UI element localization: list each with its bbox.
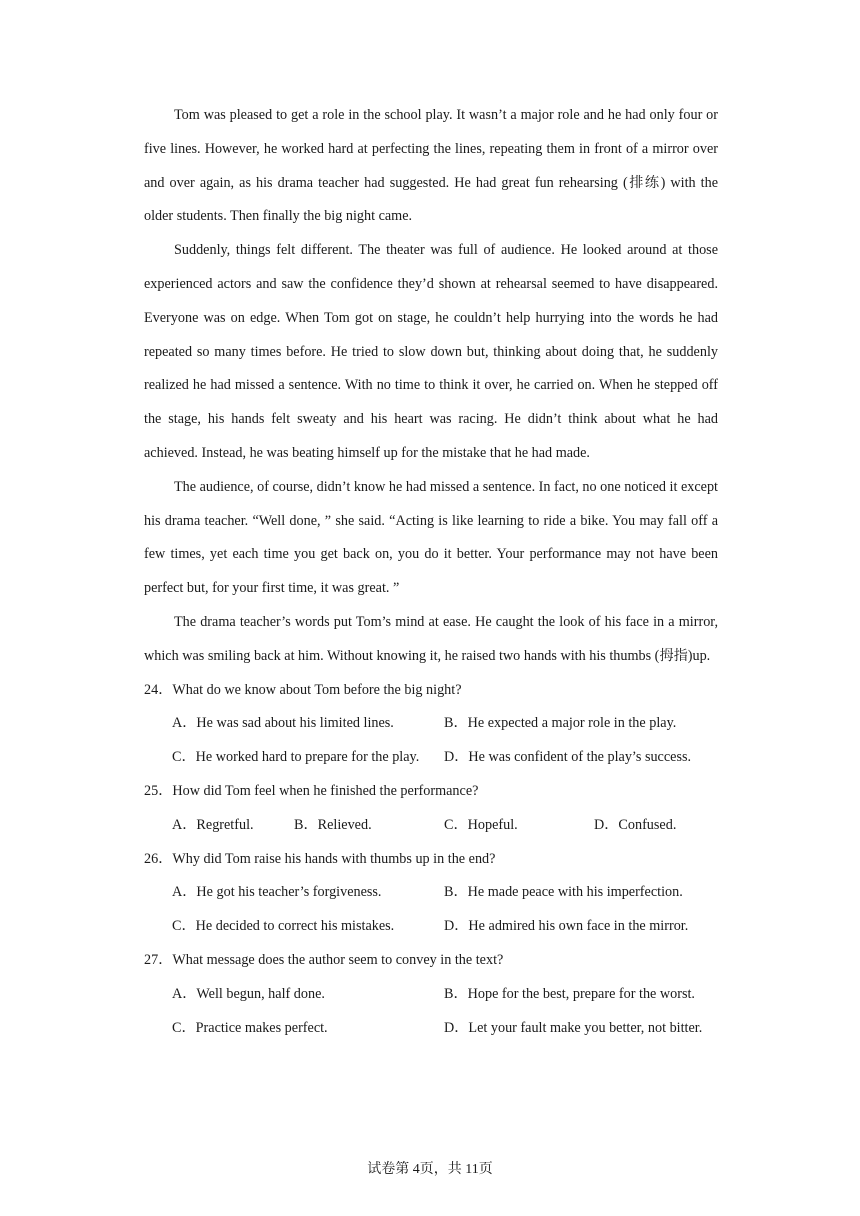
question-24-option-c: C．He worked hard to prepare for the play. [172, 749, 420, 766]
question-27-stem: 27．What message does the author seem to convey in the text? [144, 951, 504, 968]
question-27-option-d: D．Let your fault make you better, not bitter. [444, 1019, 703, 1036]
question-24-options-row-1 [144, 707, 718, 741]
question-26-option-b: B．He made peace with his imperfection. [444, 884, 683, 901]
page-footer: 试卷第 4页，共 11页 [367, 1162, 493, 1177]
question-25-options-row [144, 809, 718, 843]
question-26-option-c: C．He decided to correct his mistakes. [172, 918, 395, 935]
question-27-option-a: A．Well begun, half done. [172, 985, 325, 1002]
question-25-option-b: B．Relieved. [294, 816, 372, 833]
reading-passage [144, 99, 718, 1045]
question-24-option-a: A．He was sad about his limited lines. [172, 715, 394, 732]
question-27-option-b: B．Hope for the best, prepare for the worst. [444, 985, 695, 1002]
question-25-option-a: A．Regretful. [172, 816, 254, 833]
question-26-options-row-1 [144, 876, 718, 910]
question-25-stem: 25．How did Tom feel when he finished the performance? [144, 782, 479, 799]
passage-paragraph-3: The audience, of course, didn’t know he had missed a sentence. In fact, no one noticed it except his drama teacher. “Well done, ” she said. “Acting is like learning to ride a bike. You may fall off a few times, yet each time you get back on, you do it better. Your performance may not have been perfect but, for your first time, it was great. ” [144, 478, 718, 597]
question-26-option-d: D．He admired his own face in the mirror. [444, 918, 689, 935]
question-24-option-b: B．He expected a major role in the play. [444, 715, 677, 732]
question-24-options-row-2 [144, 741, 718, 775]
question-26-stem: 26．Why did Tom raise his hands with thumbs up in the end? [144, 850, 496, 867]
passage-paragraph-1: Tom was pleased to get a role in the school play. It wasn’t a major role and he had only four or five lines. However, he worked hard at perfecting the lines, repeating them in front of a mirror over and over again, as his drama teacher had suggested. He had great fun rehearsing (排练) with the older students. Then finally the big night came. [144, 107, 718, 225]
passage-paragraph-2: Suddenly, things felt different. The theater was full of audience. He looked around at those experienced actors and saw the confidence they’d shown at rehearsal seemed to have disappeared. Everyone was on edge. When Tom got on stage, he couldn’t help hurrying into the words he had repeated so many times before. He tried to slow down but, thinking about doing that, he suddenly realized he had missed a sentence. With no time to think it over, he carried on. When he stepped off the stage, his hands felt sweaty and his heart was racing. He didn’t think about what he had achieved. Instead, he was beating himself up for the mistake that he had made. [144, 242, 718, 461]
question-24-option-d: D．He was confident of the play’s success. [444, 749, 692, 766]
question-25-option-c: C．Hopeful. [444, 816, 518, 833]
passage-paragraph-4: The drama teacher’s words put Tom’s mind at ease. He caught the look of his face in a mirror, which was smiling back at him. Without knowing it, he raised two hands with his thumbs (拇指)up. [144, 613, 718, 664]
question-24-stem: 24．What do we know about Tom before the big night? [144, 681, 462, 698]
question-27-option-c: C．Practice makes perfect. [172, 1019, 328, 1036]
question-26-option-a: A．He got his teacher’s forgiveness. [172, 884, 382, 901]
question-25-option-d: D．Confused. [594, 816, 677, 833]
question-26-options-row-2 [144, 910, 718, 944]
question-27-options-row-2 [144, 1012, 718, 1046]
question-27-options-row-1 [144, 978, 718, 1012]
